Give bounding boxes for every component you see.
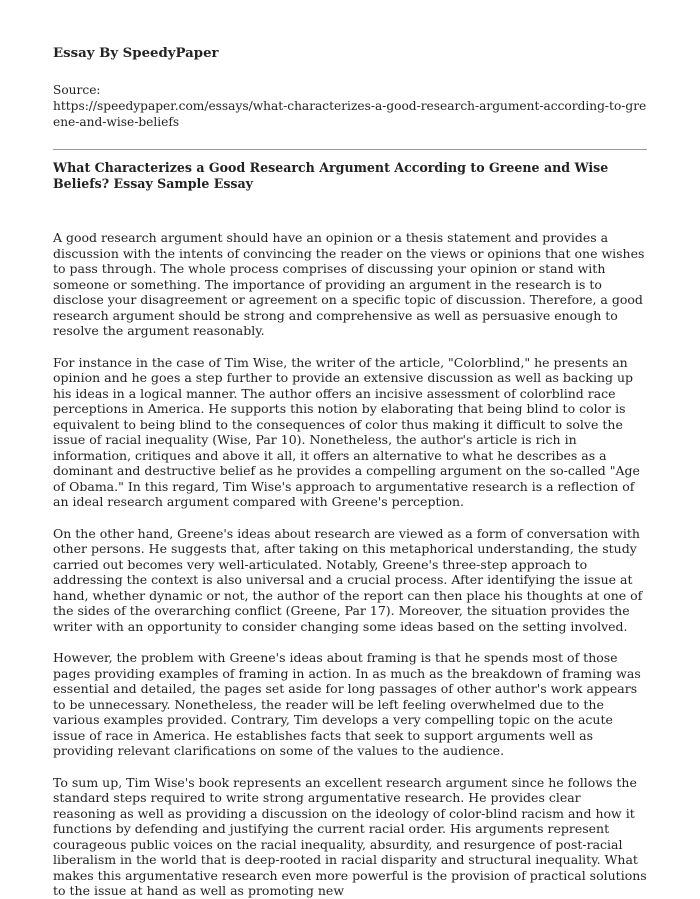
divider: [53, 149, 647, 150]
essay-body: [53, 230, 647, 899]
source-label: Source:: [53, 83, 101, 97]
paragraph-5: To sum up, Tim Wise's book represents an excellent research argument since he follows the standard steps required to write strong argumentative research. He provides clear reasoning as well as providing a discussion on the ideology of color-blind racism and how it functions by defending and justifying the current racial order. His arguments represent courageous public voices on the racial inequality, absurdity, and resurgence of post-racial liberalism in the world that is deep-rooted in racial disparity and structural inequality. What makes this argumentative research even more powerful is the provision of practical solutions to the issue at hand as well as promoting new: [53, 774, 647, 898]
paragraph-1: A good research argument should have an opinion or a thesis statement and provides a discussion with the intents of convincing the reader on the views or opinions that one wishes to pass through. The whole process comprises of discussing your opinion or stand with someone or something. The importance of providing an argument in the research is to disclose your disagreement or agreement on a specific topic of discussion. Therefore, a good research argument should be strong and comprehensive as well as persuasive enough to resolve the argument reasonably.: [53, 230, 645, 338]
essay-title: What Characterizes a Good Research Argument According to Greene and Wise Beliefs? Essay Sample Essay: [53, 160, 609, 191]
paragraph-2: For instance in the case of Tim Wise, the writer of the article, "Colorblind," he presents an opinion and he goes a step further to provide an extensive discussion as well as backing up his ideas in a logical manner. The author offers an incisive assessment of colorblind race perceptions in America. He supports this notion by elaborating that being blind to color is equivalent to being blind to the consequences of color thus making it difficult to solve the issue of racial inequality (Wise, Par 10). Nonetheless, the author's article is rich in information, critiques and above it all, it offers an alternative to what he describes as a dominant and destructive belief as he provides a compelling argument on the so-called "Age of Obama." In this regard, Tim Wise's approach to argumentative research is a reflection of an ideal research argument compared with Greene's perception.: [53, 354, 640, 509]
paragraph-3: On the other hand, Greene's ideas about research are viewed as a form of conversation with other persons. He suggests that, after taking on this metaphorical understanding, the study carried out becomes very well-articulated. Notably, Greene's three-step approach to addressing the context is also universal and a crucial process. After identifying the issue at hand, whether dynamic or not, the author of the report can then place his thoughts at one of the sides of the overarching conflict (Greene, Par 17). Moreover, the situation provides the writer with an opportunity to consider changing some ideas based on the setting involved.: [53, 525, 643, 634]
brand-heading: Essay By SpeedyPaper: [53, 46, 219, 61]
source-url: https://speedypaper.com/essays/what-characterizes-a-good-research-argument-according-to-greene-and-wise-beliefs: [53, 99, 647, 129]
paragraph-4: However, the problem with Greene's ideas about framing is that he spends most of those pages providing examples of framing in action. In as much as the breakdown of framing was essential and detailed, the pages set aside for long passages of other author's work appears to be unnecessary. Nonetheless, the reader will be left feeling overwhelmed due to the various examples provided. Contrary, Tim develops a very compelling topic on the acute issue of race in America. He establishes facts that seek to support arguments well as providing relevant clarifications on some of the values to the audience.: [53, 650, 641, 758]
